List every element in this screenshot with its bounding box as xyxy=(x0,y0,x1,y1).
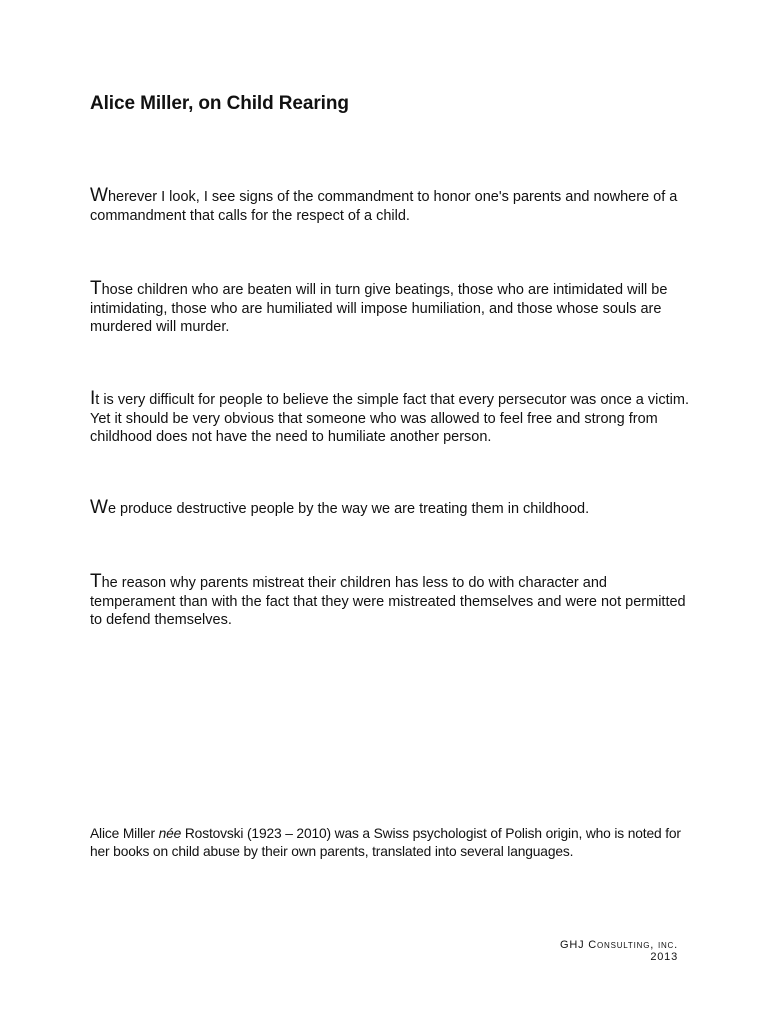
quote-initial: W xyxy=(90,185,108,206)
bio-text: Rostovski (1923 – 2010) was a Swiss psychologist of Polish origin, who is noted for her books on child abuse by their own parents, translated into several languages. xyxy=(90,826,681,859)
quote-text: herever I look, I see signs of the commandment to honor one's parents and nowhere of a commandment that calls for the respect of a child. xyxy=(90,189,678,224)
quote-text: t is very difficult for people to believe the simple fact that every persecutor was once a victim. Yet it should be very obvious that someone who was allowed to feel free and strong from childhood does not have the need to humiliate another person. xyxy=(90,392,689,445)
quote-text: e produce destructive people by the way we are treating them in childhood. xyxy=(107,501,590,517)
quote-paragraph-4 xyxy=(90,499,690,519)
quote-paragraph-2 xyxy=(90,280,690,337)
bio-name: Alice Miller xyxy=(90,826,155,841)
quote-paragraph-3 xyxy=(90,390,690,447)
quote-paragraph-1 xyxy=(90,187,690,225)
quote-text: he reason why parents mistreat their children has less to do with character and temperament than with the fact that they were mistreated themselves and were not permitted to defend themselves. xyxy=(90,575,686,628)
footer xyxy=(560,939,678,963)
bio-nee: née xyxy=(158,826,182,841)
quote-initial: W xyxy=(90,497,108,518)
quote-text: hose children who are beaten will in turn give beatings, those who are intimidated will be intimidating, those who are humiliated will impose humiliation, and those whose souls are murdered will murder. xyxy=(90,282,668,335)
document-title: Alice Miller, on Child Rearing xyxy=(90,93,349,114)
footer-year: 2013 xyxy=(650,951,678,963)
biography-note xyxy=(90,825,700,860)
quote-initial: T xyxy=(90,571,102,592)
footer-company: GHJ Consulting, inc. xyxy=(559,939,678,951)
quote-paragraph-5 xyxy=(90,573,690,630)
quote-initial: T xyxy=(90,278,102,299)
quote-initial: I xyxy=(90,388,96,409)
